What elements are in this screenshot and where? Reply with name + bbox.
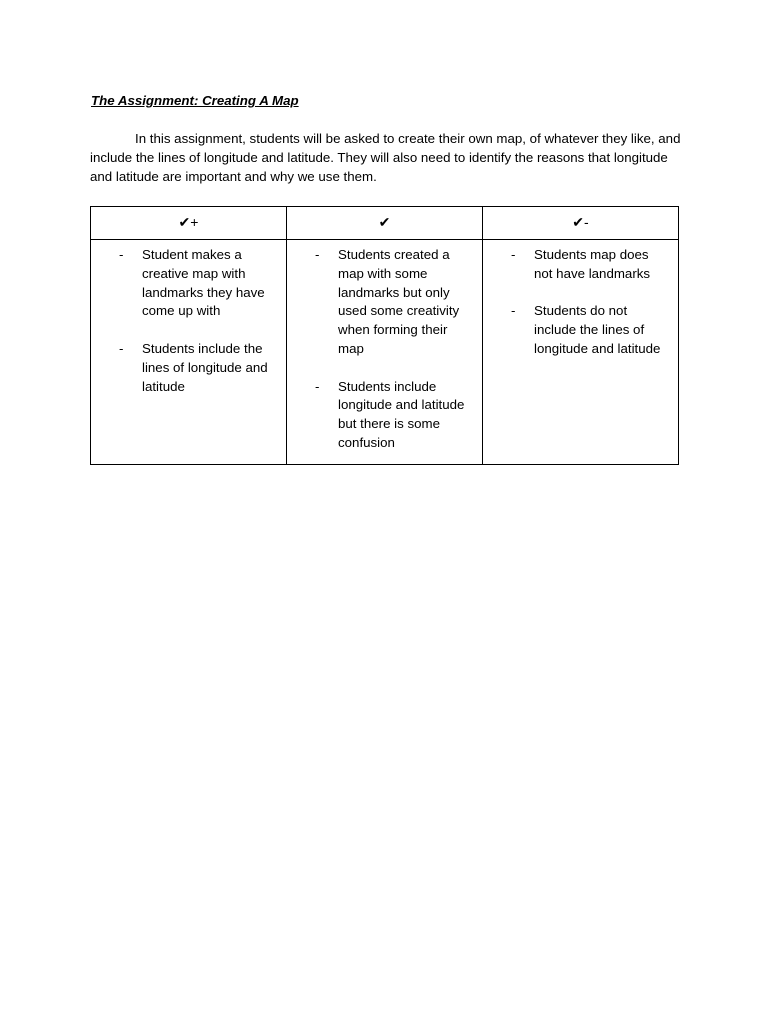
check-minus-label: ✔- (572, 214, 589, 231)
bullet-dash: - (511, 303, 516, 319)
check-label: ✔ (378, 214, 391, 231)
bullet-dash: - (315, 378, 320, 394)
list-item (483, 246, 668, 284)
criteria-cell-check-minus (483, 240, 679, 465)
bullet-dash: - (119, 247, 124, 262)
check-plus-label: ✔+ (178, 214, 199, 231)
bullet-dash: - (511, 247, 516, 262)
intro-paragraph: In this assignment, students will be asked to create their own map, of whatever they like, and include the lines of longitude and latitude. They will also need to identify the reasons that longitude and latitude are important and why we use them. (90, 131, 681, 184)
criterion-text: Students include longitude and latitude but there is some confusion (338, 378, 465, 450)
rubric-header-row (91, 207, 679, 240)
criterion-text: Students created a map with some landmarks but only used some creativity when forming their map (338, 247, 460, 356)
list-item (287, 246, 472, 359)
criteria-list (483, 246, 668, 359)
criteria-list (91, 246, 276, 396)
bullet-dash: - (119, 340, 124, 356)
list-item (483, 302, 668, 358)
criterion-text: Student makes a creative map with landmarks they have come up with (142, 247, 265, 319)
assignment-title: The Assignment: Creating A Map (91, 93, 299, 108)
criteria-list (287, 246, 472, 453)
criteria-cell-check-plus (91, 240, 287, 465)
list-item (91, 246, 276, 321)
header-check-plus (91, 207, 287, 240)
rubric-table (90, 206, 679, 465)
criterion-text: Students include the lines of longitude and latitude (142, 340, 268, 394)
list-item (287, 378, 472, 453)
criteria-cell-check (287, 240, 483, 465)
criterion-text: Students map does not have landmarks (534, 247, 651, 281)
header-check (287, 207, 483, 240)
bullet-dash: - (315, 247, 320, 262)
rubric-criteria-row (91, 240, 679, 465)
list-item (91, 340, 276, 396)
criterion-text: Students do not include the lines of longitude and latitude (534, 303, 661, 356)
header-check-minus (483, 207, 679, 240)
